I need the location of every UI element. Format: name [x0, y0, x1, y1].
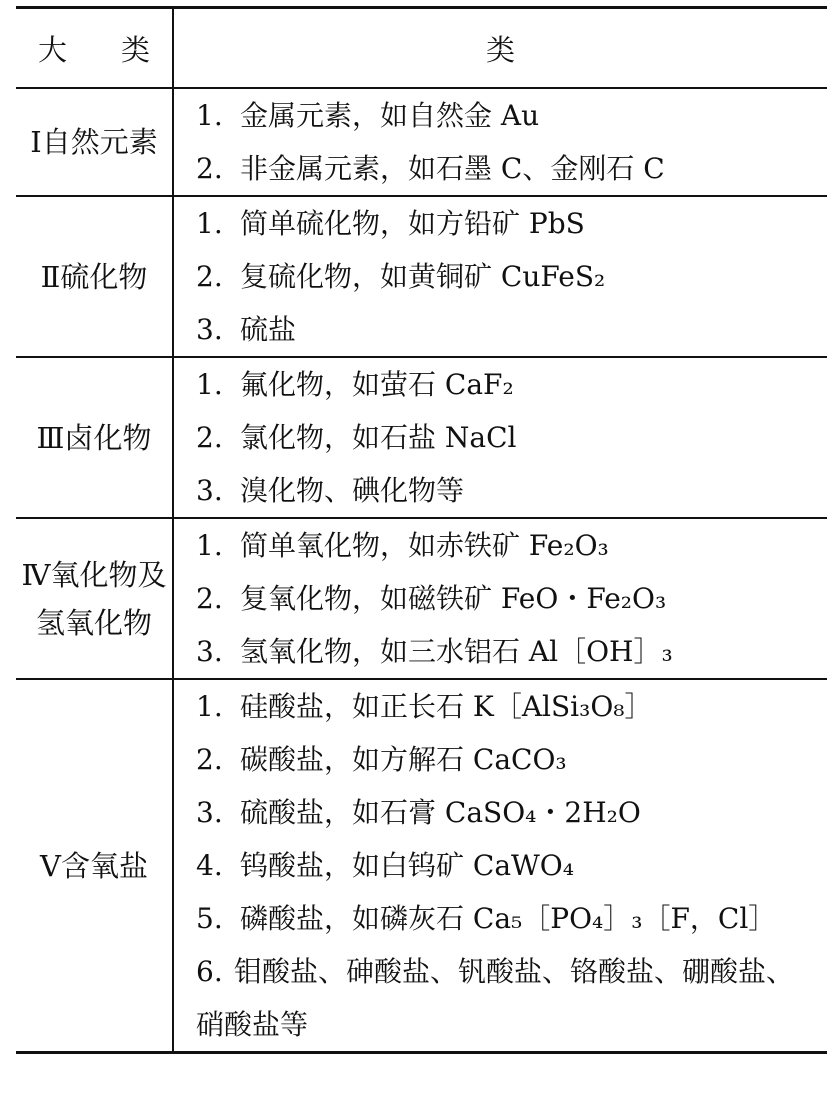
subclass-number: 1.	[196, 207, 223, 240]
subclass-text: 简单硫化物，如方铅矿 PbS	[240, 207, 585, 240]
group-row	[16, 518, 827, 679]
subclass-text: 硫酸盐，如石膏 CaSO₄・2H₂O	[240, 796, 641, 829]
major-class-cell: Ⅳ氧化物及氢氧化物	[16, 518, 173, 679]
subclass-item	[196, 358, 827, 411]
subclass-item	[196, 572, 827, 625]
subclass-text: 简单氧化物，如赤铁矿 Fe₂O₃	[240, 529, 609, 562]
group-row	[16, 679, 827, 1053]
subclass-list	[173, 518, 827, 679]
subclass-number: 3.	[196, 474, 223, 507]
subclass-item	[196, 250, 827, 303]
subclass-item	[196, 89, 827, 142]
header-row	[16, 9, 827, 88]
subclass-number: 2.	[196, 421, 223, 454]
subclass-list	[173, 357, 827, 518]
subclass-text: 碳酸盐，如方解石 CaCO₃	[240, 743, 567, 776]
subclass-number: 3.	[196, 635, 223, 668]
subclass-text: 硅酸盐，如正长石 K［AlSi₃O₈］	[240, 690, 653, 723]
subclass-text: 钼酸盐、砷酸盐、钒酸盐、铬酸盐、硼酸盐、硝酸盐等	[196, 955, 795, 1041]
subclass-item	[196, 945, 827, 1051]
subclass-text: 氟化物，如萤石 CaF₂	[240, 368, 514, 401]
major-class-cell: Ⅲ卤化物	[16, 357, 173, 518]
major-class-cell: Ⅰ自然元素	[16, 88, 173, 196]
subclass-item	[196, 303, 827, 356]
subclass-text: 复硫化物，如黄铜矿 CuFeS₂	[240, 260, 606, 293]
subclass-item	[196, 197, 827, 250]
subclass-item	[196, 142, 827, 195]
subclass-number: 1.	[196, 368, 223, 401]
subclass-number: 4.	[196, 849, 223, 882]
subclass-number: 2.	[196, 152, 223, 185]
subclass-number: 3.	[196, 796, 223, 829]
subclass-number: 2.	[196, 743, 223, 776]
subclass-text: 磷酸盐，如磷灰石 Ca₅［PO₄］₃［F，Cl］	[240, 902, 777, 935]
subclass-number: 1.	[196, 99, 223, 132]
subclass-text: 硫盐	[240, 313, 297, 346]
subclass-list	[173, 88, 827, 196]
group-row	[16, 357, 827, 518]
subclass-item	[196, 892, 827, 945]
mineral-classification-table	[16, 6, 827, 1054]
group-row	[16, 88, 827, 196]
subclass-item	[196, 519, 827, 572]
subclass-number: 1.	[196, 529, 223, 562]
subclass-text: 溴化物、碘化物等	[240, 474, 465, 507]
header-major-class	[16, 9, 173, 88]
subclass-text: 氯化物，如石盐 NaCl	[240, 421, 517, 454]
subclass-number: 1.	[196, 690, 223, 723]
header-class: 类	[173, 9, 827, 88]
subclass-text: 金属元素，如自然金 Au	[240, 99, 540, 132]
subclass-text: 氢氧化物，如三水铝石 Al［OH］₃	[240, 635, 673, 668]
subclass-item	[196, 680, 827, 733]
subclass-number: 6.	[196, 955, 223, 988]
subclass-number: 5.	[196, 902, 223, 935]
subclass-list	[173, 196, 827, 357]
subclass-text: 钨酸盐，如白钨矿 CaWO₄	[240, 849, 574, 882]
subclass-item	[196, 411, 827, 464]
subclass-text: 非金属元素，如石墨 C、金刚石 C	[240, 152, 665, 185]
subclass-number: 3.	[196, 313, 223, 346]
subclass-item	[196, 839, 827, 892]
header-major-class-part1: 大	[37, 32, 67, 67]
subclass-item	[196, 786, 827, 839]
subclass-number: 2.	[196, 260, 223, 293]
subclass-list	[173, 679, 827, 1053]
group-row	[16, 196, 827, 357]
subclass-item	[196, 464, 827, 517]
major-class-cell: Ⅱ硫化物	[16, 196, 173, 357]
subclass-item	[196, 733, 827, 786]
header-major-class-part2: 类	[121, 32, 151, 67]
subclass-text: 复氧化物，如磁铁矿 FeO・Fe₂O₃	[240, 582, 667, 615]
subclass-item	[196, 625, 827, 678]
major-class-cell: Ⅴ含氧盐	[16, 679, 173, 1053]
subclass-number: 2.	[196, 582, 223, 615]
